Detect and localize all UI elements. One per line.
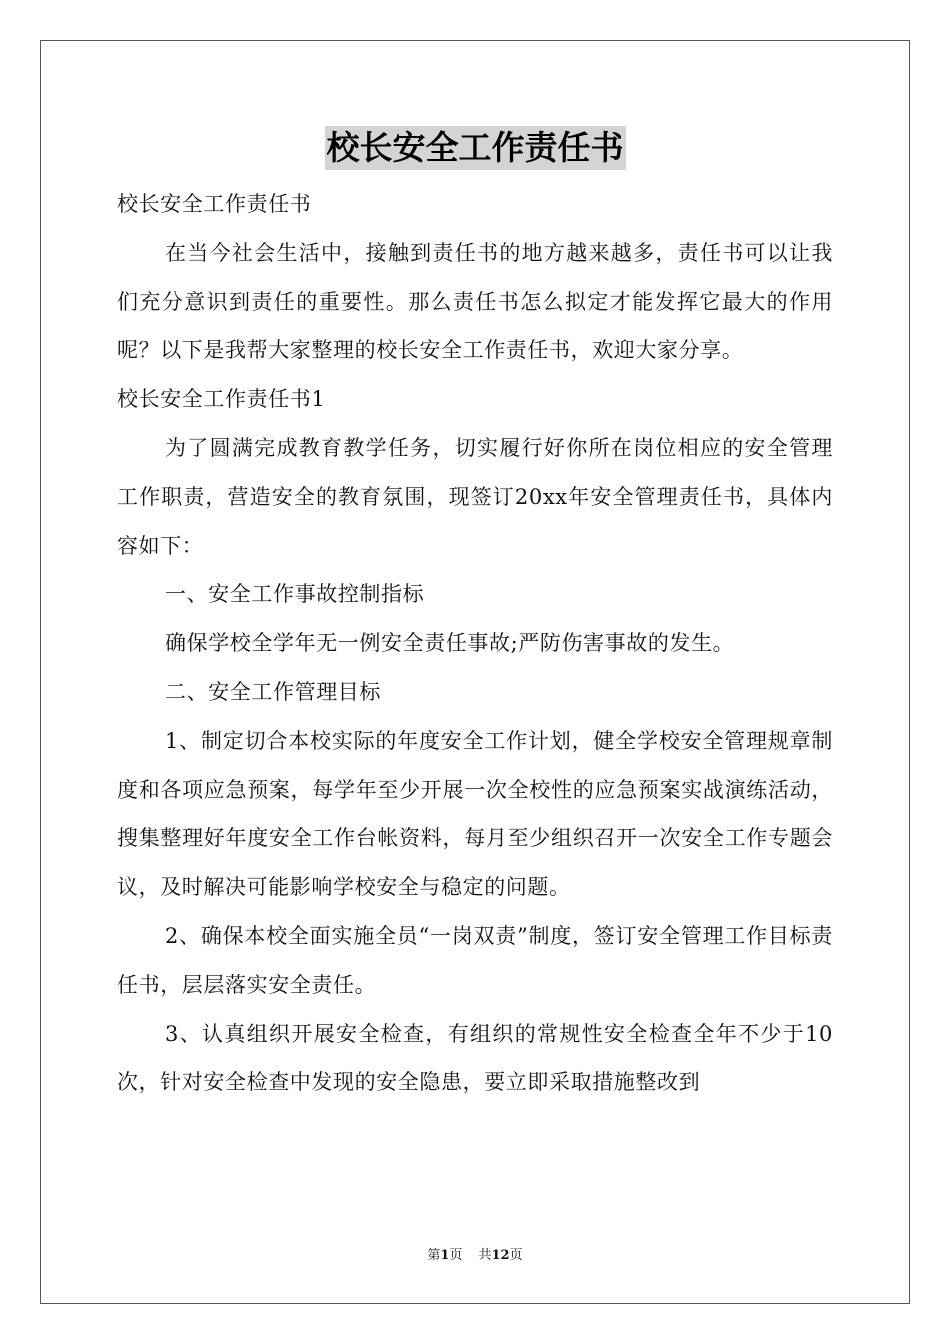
body-paragraph: 2、确保本校全面实施全员“一岗双责”制度，签订安全管理工作目标责任书，层层落实安全责任。 (117, 923, 833, 997)
body-paragraph: 确保学校全学年无一例安全责任事故;严防伤害事故的发生。 (165, 631, 735, 656)
body-paragraph: 3、认真组织开展安全检查，有组织的常规性安全检查全年不少于10次，针对安全检查中发现的安全隐患，要立即采取措施整改到 (117, 1021, 833, 1095)
body-paragraph: 校长安全工作责任书1 (117, 387, 326, 412)
document-body (117, 180, 833, 1107)
section-heading: 一、安全工作事故控制指标 (165, 582, 425, 607)
page-footer (0, 1247, 950, 1265)
footer-total-pages: 12 (491, 1248, 510, 1263)
footer-total-suffix: 页 (509, 1248, 523, 1263)
body-paragraph: 1、制定切合本校实际的年度安全工作计划，健全学校安全管理规章制度和各项应急预案，每学年至少开展一次全校性的应急预案实战演练活动，搜集整理好年度安全工作台帐资料，每月至少组织召开一次安全工作专题会议，及时解决可能影响学校安全与稳定的问题。 (117, 728, 833, 900)
document-title-text: 校长安全工作责任书 (325, 126, 626, 170)
footer-page-number: 1 (440, 1248, 450, 1263)
body-paragraph: 校长安全工作责任书 (117, 192, 312, 216)
footer-page-suffix: 页 (449, 1248, 463, 1263)
footer-total-prefix: 共 (478, 1248, 492, 1263)
body-paragraph: 为了圆满完成教育教学任务，切实履行好你所在岗位相应的安全管理工作职责，营造安全的教育氛围，现签订20xx年安全管理责任书，具体内容如下： (117, 435, 833, 558)
document-title (0, 126, 950, 170)
footer-page-prefix: 第 (427, 1248, 441, 1263)
body-paragraph: 在当今社会生活中，接触到责任书的地方越来越多，责任书可以让我们充分意识到责任的重要性。那么责任书怎么拟定才能发挥它最大的作用呢？以下是我帮大家整理的校长安全工作责任书，欢迎大家分享。 (117, 240, 833, 363)
section-heading: 二、安全工作管理目标 (165, 679, 381, 704)
